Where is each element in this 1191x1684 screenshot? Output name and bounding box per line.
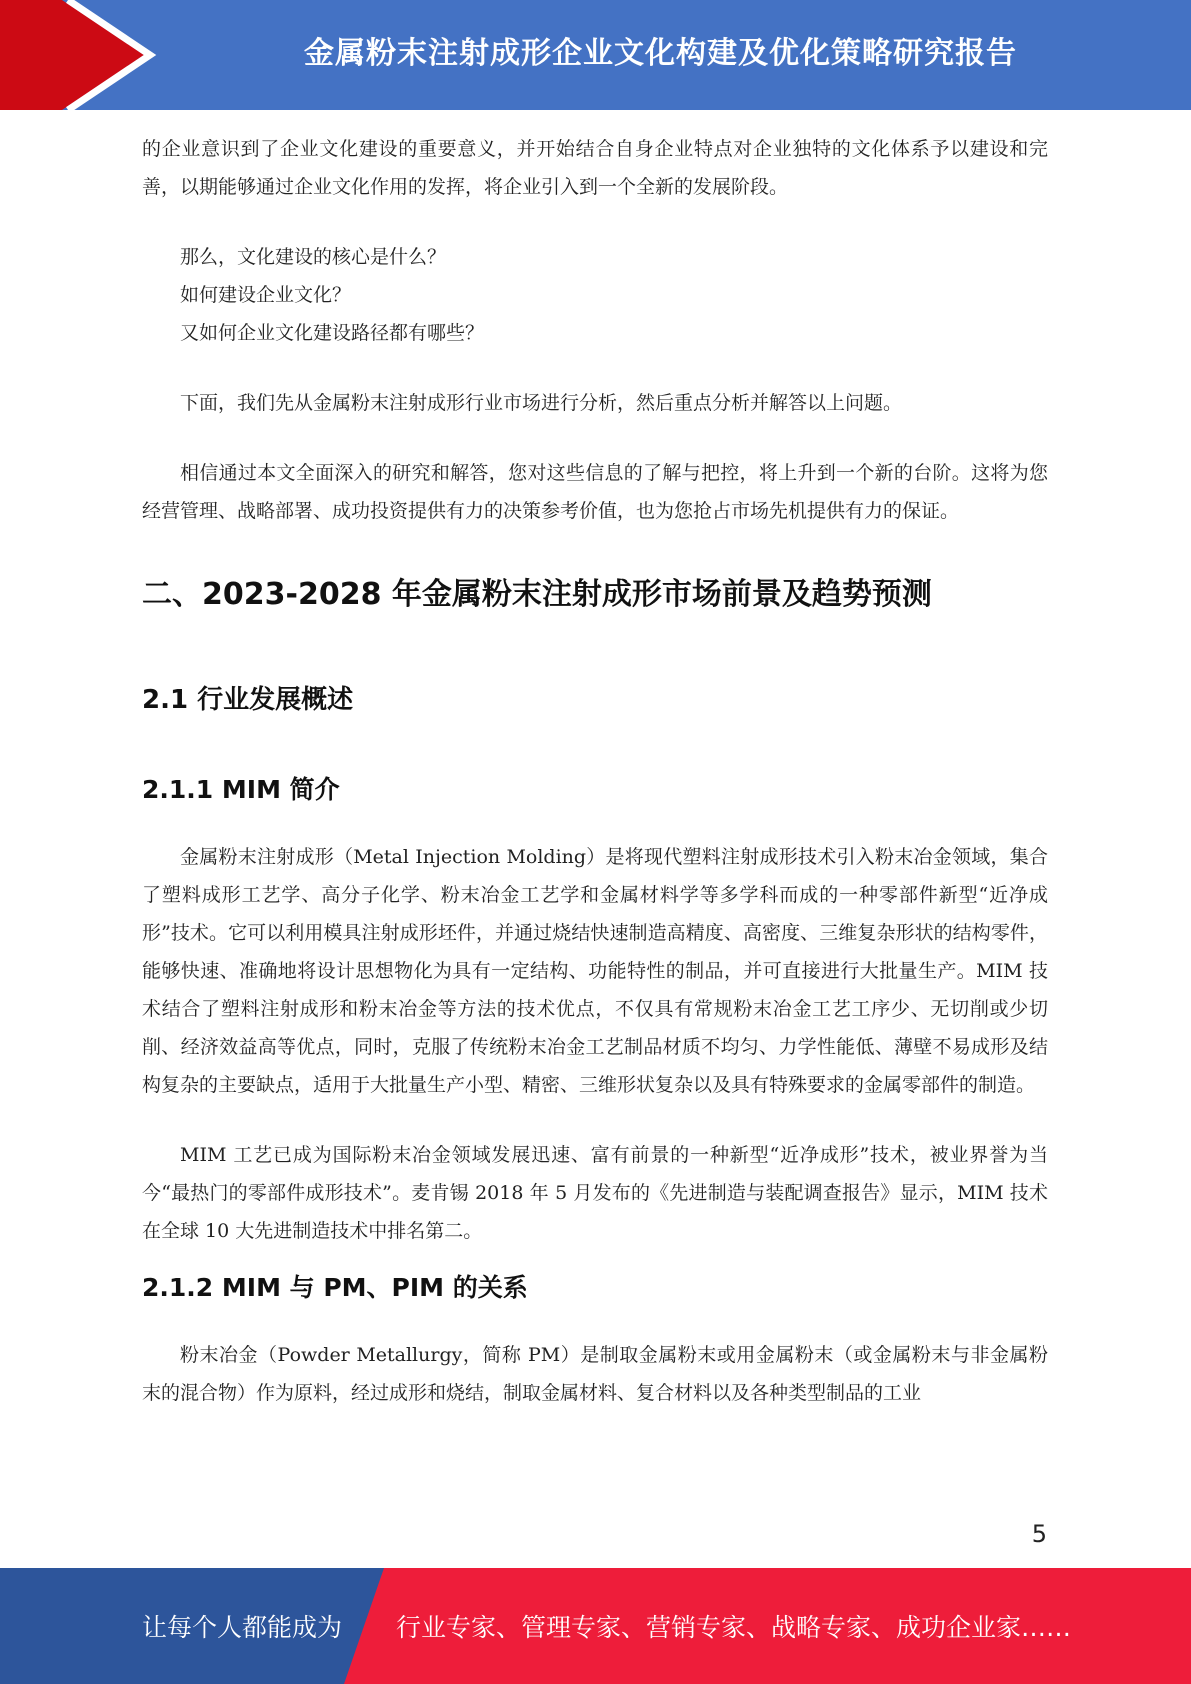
mim-paragraph-1: 金属粉末注射成形（Metal Injection Molding）是将现代塑料注射成形技术引入粉末冶金领域，集合了塑料成形工艺学、高分子化学、粉末冶金工艺学和金属材料学等多学科而成的一种零部件新型“近净成形”技术。它可以利用模具注射成形坯件，并通过烧结快速制造高精度、高密度、三维复杂形状的结构零件，能够快速、准确地将设计思想物化为具有一定结构、功能特性的制品，并可直接进行大批量生产。MIM 技术结合了塑料注射成形和粉末冶金等方法的技术优点，不仅具有常规粉末冶金工艺工序少、无切削或少切削、经济效益高等优点，同时，克服了传统粉末冶金工艺制品材质不均匀、力学性能低、薄壁不易成形及结构复杂的主要缺点，适用于大批量生产小型、精密、三维形状复杂以及具有特殊要求的金属零部件的制造。: [142, 846, 1048, 1096]
intro-paragraph: 的企业意识到了企业文化建设的重要意义，并开始结合自身企业特点对企业独特的文化体系予以建设和完善，以期能够通过企业文化作用的发挥，将企业引入到一个全新的发展阶段。: [142, 138, 1048, 198]
pm-paragraph: 粉末冶金（Powder Metallurgy，简称 PM）是制取金属粉末或用金属粉末（或金属粉末与非金属粉末的混合物）作为原料，经过成形和烧结，制取金属材料、复合材料以及各种类型制品的工业: [142, 1344, 1048, 1404]
page-header: [0, 0, 1191, 110]
analysis-paragraph: 下面，我们先从金属粉末注射成形行业市场进行分析，然后重点分析并解答以上问题。: [180, 392, 903, 414]
question-2: 如何建设企业文化？: [180, 284, 352, 306]
subsection-heading: 2.1 行业发展概述: [142, 685, 354, 715]
mim-heading: 2.1.1 MIM 简介: [142, 775, 340, 804]
belief-paragraph: 相信通过本文全面深入的研究和解答，您对这些信息的了解与把控，将上升到一个新的台阶。这将为您经营管理、战略部署、成功投资提供有力的决策参考价值，也为您抢占市场先机提供有力的保证。: [142, 462, 1048, 522]
relation-heading: 2.1.2 MIM 与 PM、PIM 的关系: [142, 1273, 528, 1302]
header-title: 金属粉末注射成形企业文化构建及优化策略研究报告: [304, 36, 1017, 71]
section-heading: 二、2023-2028 年金属粉末注射成形市场前景及趋势预测: [142, 577, 932, 612]
footer-slogan-right: 行业专家、管理专家、营销专家、战略专家、成功企业家……: [396, 1613, 1072, 1642]
mim-paragraph-2: MIM 工艺已成为国际粉末冶金领域发展迅速、富有前景的一种新型“近净成形”技术，被业界誉为当今“最热门的零部件成形技术”。麦肯锡 2018 年 5 月发布的《先进制造与装配调查报告》显示，MIM 技术在全球 10 大先进制造技术中排名第二。: [142, 1144, 1048, 1242]
page-footer: [0, 1568, 1191, 1684]
question-1: 那么，文化建设的核心是什么？: [180, 246, 447, 268]
chevron-arrow-icon: [0, 0, 160, 110]
footer-slogan-left: 让每个人都能成为: [142, 1613, 343, 1642]
document-body: [142, 130, 1048, 1412]
question-3: 又如何企业文化建设路径都有哪些？: [180, 322, 485, 344]
page-number: 5: [1031, 1520, 1047, 1548]
